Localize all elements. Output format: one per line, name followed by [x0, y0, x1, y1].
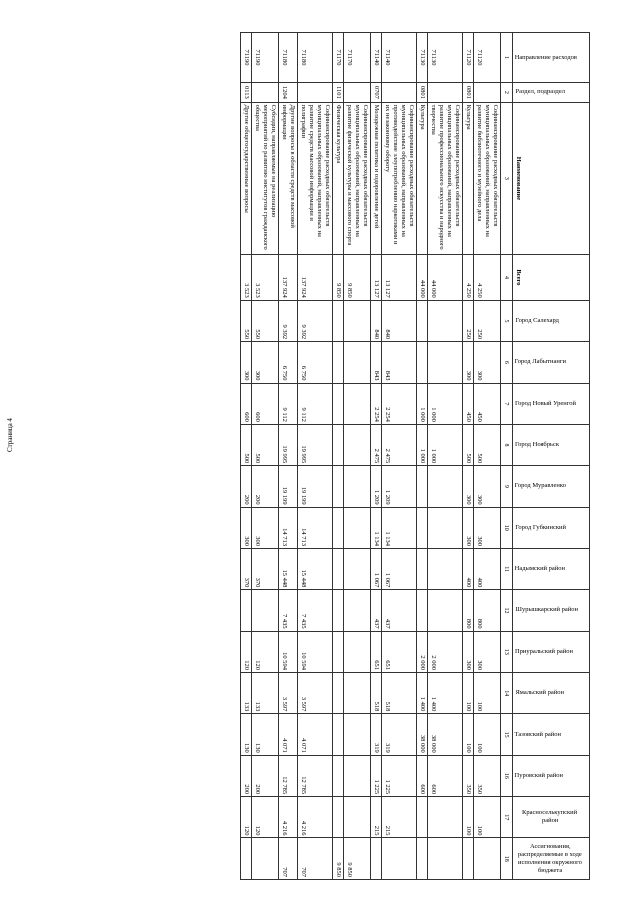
- row-value-cell: 500: [463, 424, 474, 465]
- row-code-cell: [428, 83, 463, 103]
- row-value-cell: 300: [252, 507, 279, 548]
- row-value-cell: 9 392: [279, 300, 298, 341]
- row-name-cell: Другие общегосударственные вопросы: [241, 102, 252, 254]
- row-code-cell: [298, 83, 333, 103]
- row-value-cell: 500: [252, 424, 279, 465]
- row-value-cell: 2 475: [382, 424, 417, 465]
- row-value-cell: 19 995: [279, 424, 298, 465]
- column-number: 13: [501, 631, 513, 672]
- row-value-cell: 400: [474, 548, 501, 589]
- row-value-cell: [333, 342, 344, 383]
- row-value-cell: 200: [252, 466, 279, 507]
- row-code-cell: [344, 83, 371, 103]
- row-value-cell: 250: [463, 300, 474, 341]
- row-value-cell: 1 134: [371, 507, 382, 548]
- row-value-cell: 137 924: [298, 255, 333, 301]
- col-header-labytnangi: Город Лабытнанги: [513, 342, 590, 383]
- row-name-cell: Софинансирование расходных обязательств муниципальных образований, направленных на развитие физической культуры и массового спорта: [344, 102, 371, 254]
- row-value-cell: [252, 590, 279, 631]
- row-value-cell: [417, 548, 428, 589]
- row-value-cell: [333, 300, 344, 341]
- row-value-cell: 44 000: [417, 255, 428, 301]
- row-value-cell: 4 250: [463, 255, 474, 301]
- row-value-cell: 1 000: [428, 424, 463, 465]
- row-name-cell: Субсидии, направляемые на реализацию мероприятий по развитию институтов гражданского общества: [252, 102, 279, 254]
- row-value-cell: 350: [474, 755, 501, 796]
- row-value-cell: [333, 424, 344, 465]
- row-value-cell: 4 071: [298, 714, 333, 755]
- row-value-cell: [417, 797, 428, 838]
- column-number: 11: [501, 548, 513, 589]
- row-value-cell: [333, 714, 344, 755]
- table-row: [371, 33, 382, 880]
- row-value-cell: 130: [252, 714, 279, 755]
- column-number: 3: [501, 102, 513, 254]
- row-value-cell: [344, 673, 371, 714]
- row-value-cell: 1 209: [382, 466, 417, 507]
- row-value-cell: [344, 590, 371, 631]
- row-value-cell: 437: [382, 590, 417, 631]
- row-value-cell: 120: [252, 631, 279, 672]
- col-header-priuralsky: Приуральский район: [513, 631, 590, 672]
- row-value-cell: [344, 466, 371, 507]
- row-value-cell: 1 134: [382, 507, 417, 548]
- row-value-cell: 550: [252, 300, 279, 341]
- row-value-cell: 1 400: [417, 673, 428, 714]
- row-value-cell: 200: [241, 466, 252, 507]
- row-value-cell: 2 000: [417, 631, 428, 672]
- row-code-cell: 0113: [241, 83, 252, 103]
- column-number: 2: [501, 83, 513, 103]
- row-value-cell: 1 225: [382, 755, 417, 796]
- row-value-cell: 1 209: [371, 466, 382, 507]
- table-row: [428, 33, 463, 880]
- row-value-cell: 10 594: [298, 631, 333, 672]
- table-row: [279, 33, 298, 880]
- table-body: [241, 33, 501, 880]
- budget-allocation-table: [240, 32, 590, 880]
- row-value-cell: 215: [371, 797, 382, 838]
- column-number: 12: [501, 590, 513, 631]
- row-name-cell: Молодежная политика и оздоровление детей: [371, 102, 382, 254]
- col-header-section: Раздел, подраздел: [513, 83, 590, 103]
- row-value-cell: 319: [382, 714, 417, 755]
- row-value-cell: 300: [463, 466, 474, 507]
- row-value-cell: 100: [474, 797, 501, 838]
- row-value-cell: 843: [382, 342, 417, 383]
- row-code-cell: 0707: [371, 83, 382, 103]
- row-code-cell: [474, 83, 501, 103]
- row-value-cell: [428, 590, 463, 631]
- col-header-muravlenko: Город Муравленко: [513, 466, 590, 507]
- row-value-cell: 3 523: [241, 255, 252, 301]
- table-row: [382, 33, 417, 880]
- row-value-cell: [417, 300, 428, 341]
- row-value-cell: 2 475: [371, 424, 382, 465]
- row-value-cell: 133: [252, 673, 279, 714]
- row-value-cell: 14 713: [279, 507, 298, 548]
- row-code-cell: 71130: [417, 33, 428, 83]
- row-value-cell: [344, 631, 371, 672]
- row-value-cell: [333, 466, 344, 507]
- row-value-cell: 300: [252, 342, 279, 383]
- row-value-cell: [344, 300, 371, 341]
- table-row: [252, 33, 279, 880]
- row-value-cell: 250: [474, 300, 501, 341]
- row-value-cell: 100: [463, 673, 474, 714]
- row-name-cell: Физическая культура: [333, 102, 344, 254]
- row-value-cell: 3 597: [298, 673, 333, 714]
- row-value-cell: 300: [463, 342, 474, 383]
- col-header-taz: Тазовский район: [513, 714, 590, 755]
- row-value-cell: [344, 424, 371, 465]
- row-value-cell: 300: [241, 342, 252, 383]
- row-value-cell: 2 254: [382, 383, 417, 424]
- row-value-cell: 7 435: [279, 590, 298, 631]
- row-value-cell: 4 216: [298, 797, 333, 838]
- row-value-cell: 450: [463, 383, 474, 424]
- row-name-cell: Культура: [417, 102, 428, 254]
- row-value-cell: [474, 838, 501, 880]
- row-value-cell: 300: [474, 631, 501, 672]
- col-header-nadym: Надымский район: [513, 548, 590, 589]
- row-value-cell: 19 199: [279, 466, 298, 507]
- row-value-cell: 200: [241, 755, 252, 796]
- row-code-cell: 71170: [333, 33, 344, 83]
- row-value-cell: 38 000: [428, 714, 463, 755]
- col-header-gubkinsky: Город Губкинский: [513, 507, 590, 548]
- row-value-cell: 19 995: [298, 424, 333, 465]
- row-value-cell: 44 000: [428, 255, 463, 301]
- row-code-cell: 71190: [241, 33, 252, 83]
- row-value-cell: 450: [474, 383, 501, 424]
- row-value-cell: [344, 797, 371, 838]
- row-value-cell: [333, 590, 344, 631]
- row-value-cell: [344, 755, 371, 796]
- row-code-cell: [382, 83, 417, 103]
- col-header-yamal: Ямальский район: [513, 673, 590, 714]
- column-number: 7: [501, 383, 513, 424]
- row-value-cell: [417, 838, 428, 880]
- row-code-cell: 0801: [463, 83, 474, 103]
- row-value-cell: 120: [252, 797, 279, 838]
- row-code-cell: 71120: [474, 33, 501, 83]
- row-value-cell: 707: [298, 838, 333, 880]
- column-number: 15: [501, 714, 513, 755]
- row-value-cell: 120: [241, 631, 252, 672]
- column-number: 1: [501, 33, 513, 83]
- row-value-cell: 800: [463, 590, 474, 631]
- row-name-cell: Софинансирование расходных обязательств муниципальных образований, направленных на противодействие злоупотреблению наркотиками и их незаконному обороту: [382, 102, 417, 254]
- row-value-cell: 1 067: [382, 548, 417, 589]
- row-value-cell: 137 924: [279, 255, 298, 301]
- row-value-cell: [428, 466, 463, 507]
- row-value-cell: 100: [474, 673, 501, 714]
- row-code-cell: 71180: [298, 33, 333, 83]
- column-number: 14: [501, 673, 513, 714]
- row-value-cell: 7 435: [298, 590, 333, 631]
- row-value-cell: 300: [463, 631, 474, 672]
- row-value-cell: 13 127: [382, 255, 417, 301]
- row-code-cell: 71140: [382, 33, 417, 83]
- col-header-krasnoselkup: Красноселькупский район: [513, 797, 590, 838]
- column-number: 9: [501, 466, 513, 507]
- row-code-cell: 71140: [371, 33, 382, 83]
- row-value-cell: 100: [463, 797, 474, 838]
- row-value-cell: 437: [371, 590, 382, 631]
- row-value-cell: 100: [463, 714, 474, 755]
- row-value-cell: [371, 838, 382, 880]
- row-name-cell: Софинансирование расходных обязательств муниципальных образований, направленных на развитие средств массовой информации и полиграфии: [298, 102, 333, 254]
- row-value-cell: 350: [463, 755, 474, 796]
- row-code-cell: 0801: [417, 83, 428, 103]
- col-header-total: Всего: [513, 255, 590, 301]
- row-value-cell: 9 112: [279, 383, 298, 424]
- column-number: 8: [501, 424, 513, 465]
- row-value-cell: 9 112: [298, 383, 333, 424]
- row-value-cell: 133: [241, 673, 252, 714]
- row-code-cell: 71120: [463, 33, 474, 83]
- column-number: 6: [501, 342, 513, 383]
- row-value-cell: [428, 300, 463, 341]
- row-value-cell: 15 448: [298, 548, 333, 589]
- table-row: [463, 33, 474, 880]
- row-code-cell: 1204: [279, 83, 298, 103]
- row-value-cell: 6 750: [298, 342, 333, 383]
- row-value-cell: 9 850: [344, 255, 371, 301]
- row-value-cell: 12 785: [279, 755, 298, 796]
- row-code-cell: 71170: [344, 33, 371, 83]
- row-code-cell: 71130: [428, 33, 463, 83]
- row-value-cell: 1 400: [428, 673, 463, 714]
- row-value-cell: [333, 507, 344, 548]
- row-value-cell: [417, 342, 428, 383]
- row-value-cell: [344, 714, 371, 755]
- col-header-direction: Направление расходов: [513, 33, 590, 83]
- col-header-noyabrsk: Город Ноябрьск: [513, 424, 590, 465]
- row-value-cell: 9 850: [344, 838, 371, 880]
- row-value-cell: 800: [474, 590, 501, 631]
- row-value-cell: 19 199: [298, 466, 333, 507]
- row-code-cell: 71190: [252, 33, 279, 83]
- row-value-cell: 9 850: [333, 838, 344, 880]
- table-row: [241, 33, 252, 880]
- row-value-cell: 1 000: [428, 383, 463, 424]
- row-value-cell: 4 071: [279, 714, 298, 755]
- row-value-cell: [428, 548, 463, 589]
- row-value-cell: 13 127: [371, 255, 382, 301]
- row-value-cell: 400: [463, 548, 474, 589]
- row-value-cell: 518: [382, 673, 417, 714]
- row-value-cell: [417, 466, 428, 507]
- row-code-cell: [252, 83, 279, 103]
- row-value-cell: 300: [474, 466, 501, 507]
- row-value-cell: [252, 838, 279, 880]
- row-value-cell: 9 392: [298, 300, 333, 341]
- row-value-cell: 3 523: [252, 255, 279, 301]
- row-value-cell: [382, 838, 417, 880]
- table-row: [298, 33, 333, 880]
- row-value-cell: 370: [252, 548, 279, 589]
- row-value-cell: 38 000: [417, 714, 428, 755]
- column-number: 16: [501, 755, 513, 796]
- column-number: 4: [501, 255, 513, 301]
- row-value-cell: [333, 631, 344, 672]
- row-value-cell: 215: [382, 797, 417, 838]
- row-value-cell: [428, 342, 463, 383]
- row-value-cell: 120: [241, 797, 252, 838]
- row-value-cell: [333, 755, 344, 796]
- row-value-cell: 200: [252, 755, 279, 796]
- row-value-cell: 300: [474, 507, 501, 548]
- row-value-cell: [333, 673, 344, 714]
- row-value-cell: [241, 590, 252, 631]
- row-value-cell: [344, 507, 371, 548]
- column-number: 5: [501, 300, 513, 341]
- row-value-cell: [417, 507, 428, 548]
- row-value-cell: 550: [241, 300, 252, 341]
- row-value-cell: 1 000: [417, 424, 428, 465]
- table-row: [417, 33, 428, 880]
- col-header-distributed: Ассигнования, распределяемые в ходе исполнения окружного бюджета: [513, 838, 590, 880]
- row-value-cell: [333, 383, 344, 424]
- table-row: [344, 33, 371, 880]
- row-value-cell: 300: [474, 342, 501, 383]
- row-value-cell: 600: [252, 383, 279, 424]
- row-value-cell: [333, 548, 344, 589]
- row-name-cell: Культура: [463, 102, 474, 254]
- row-value-cell: [344, 548, 371, 589]
- row-value-cell: 1 225: [371, 755, 382, 796]
- row-value-cell: 300: [241, 507, 252, 548]
- row-value-cell: 100: [474, 714, 501, 755]
- column-number-row: [501, 33, 513, 880]
- row-value-cell: 843: [371, 342, 382, 383]
- row-value-cell: [428, 838, 463, 880]
- row-value-cell: 518: [371, 673, 382, 714]
- row-value-cell: 3 597: [279, 673, 298, 714]
- row-value-cell: [428, 797, 463, 838]
- row-value-cell: [344, 383, 371, 424]
- row-name-cell: Другие вопросы в области средств массовой информации: [279, 102, 298, 254]
- row-value-cell: 600: [428, 755, 463, 796]
- col-header-shuryshkar: Шурышкарский район: [513, 590, 590, 631]
- column-number: 18: [501, 838, 513, 880]
- page-number: Страница 4: [6, 418, 14, 452]
- col-header-name: Наименование: [513, 102, 590, 254]
- row-value-cell: 130: [241, 714, 252, 755]
- row-value-cell: 651: [382, 631, 417, 672]
- row-value-cell: 370: [241, 548, 252, 589]
- row-value-cell: 840: [382, 300, 417, 341]
- row-value-cell: 4 250: [474, 255, 501, 301]
- row-value-cell: 15 448: [279, 548, 298, 589]
- row-value-cell: [333, 797, 344, 838]
- row-value-cell: 2 254: [371, 383, 382, 424]
- row-value-cell: [241, 838, 252, 880]
- row-value-cell: 319: [371, 714, 382, 755]
- row-value-cell: 300: [463, 507, 474, 548]
- row-value-cell: 2 000: [428, 631, 463, 672]
- row-value-cell: 500: [241, 424, 252, 465]
- column-number: 17: [501, 797, 513, 838]
- row-value-cell: 1 000: [417, 383, 428, 424]
- table-row: [333, 33, 344, 880]
- row-value-cell: [344, 342, 371, 383]
- col-header-salekhard: Город Салехард: [513, 300, 590, 341]
- row-value-cell: 6 750: [279, 342, 298, 383]
- column-number: 10: [501, 507, 513, 548]
- row-value-cell: 1 067: [371, 548, 382, 589]
- row-code-cell: 1101: [333, 83, 344, 103]
- row-value-cell: [428, 507, 463, 548]
- header-row: [513, 33, 590, 880]
- row-value-cell: 9 850: [333, 255, 344, 301]
- row-name-cell: Софинансирование расходных обязательств муниципальных образований, направленных на развитие профессионального искусства и народного творчества: [428, 102, 463, 254]
- row-value-cell: 14 713: [298, 507, 333, 548]
- row-value-cell: 707: [279, 838, 298, 880]
- row-value-cell: 500: [474, 424, 501, 465]
- col-header-purovsky: Пуровский район: [513, 755, 590, 796]
- rotated-table-container: [90, 32, 590, 880]
- row-value-cell: [417, 590, 428, 631]
- col-header-novy-urengoy: Город Новый Уренгой: [513, 383, 590, 424]
- table-row: [474, 33, 501, 880]
- row-value-cell: 10 594: [279, 631, 298, 672]
- row-value-cell: 12 785: [298, 755, 333, 796]
- row-name-cell: Софинансирование расходных обязательств муниципальных образований, направленных на развитие библиотечного и музейного дела: [474, 102, 501, 254]
- row-value-cell: 840: [371, 300, 382, 341]
- row-code-cell: 71180: [279, 33, 298, 83]
- row-value-cell: 651: [371, 631, 382, 672]
- row-value-cell: 4 216: [279, 797, 298, 838]
- row-value-cell: [463, 838, 474, 880]
- row-value-cell: 600: [241, 383, 252, 424]
- row-value-cell: 600: [417, 755, 428, 796]
